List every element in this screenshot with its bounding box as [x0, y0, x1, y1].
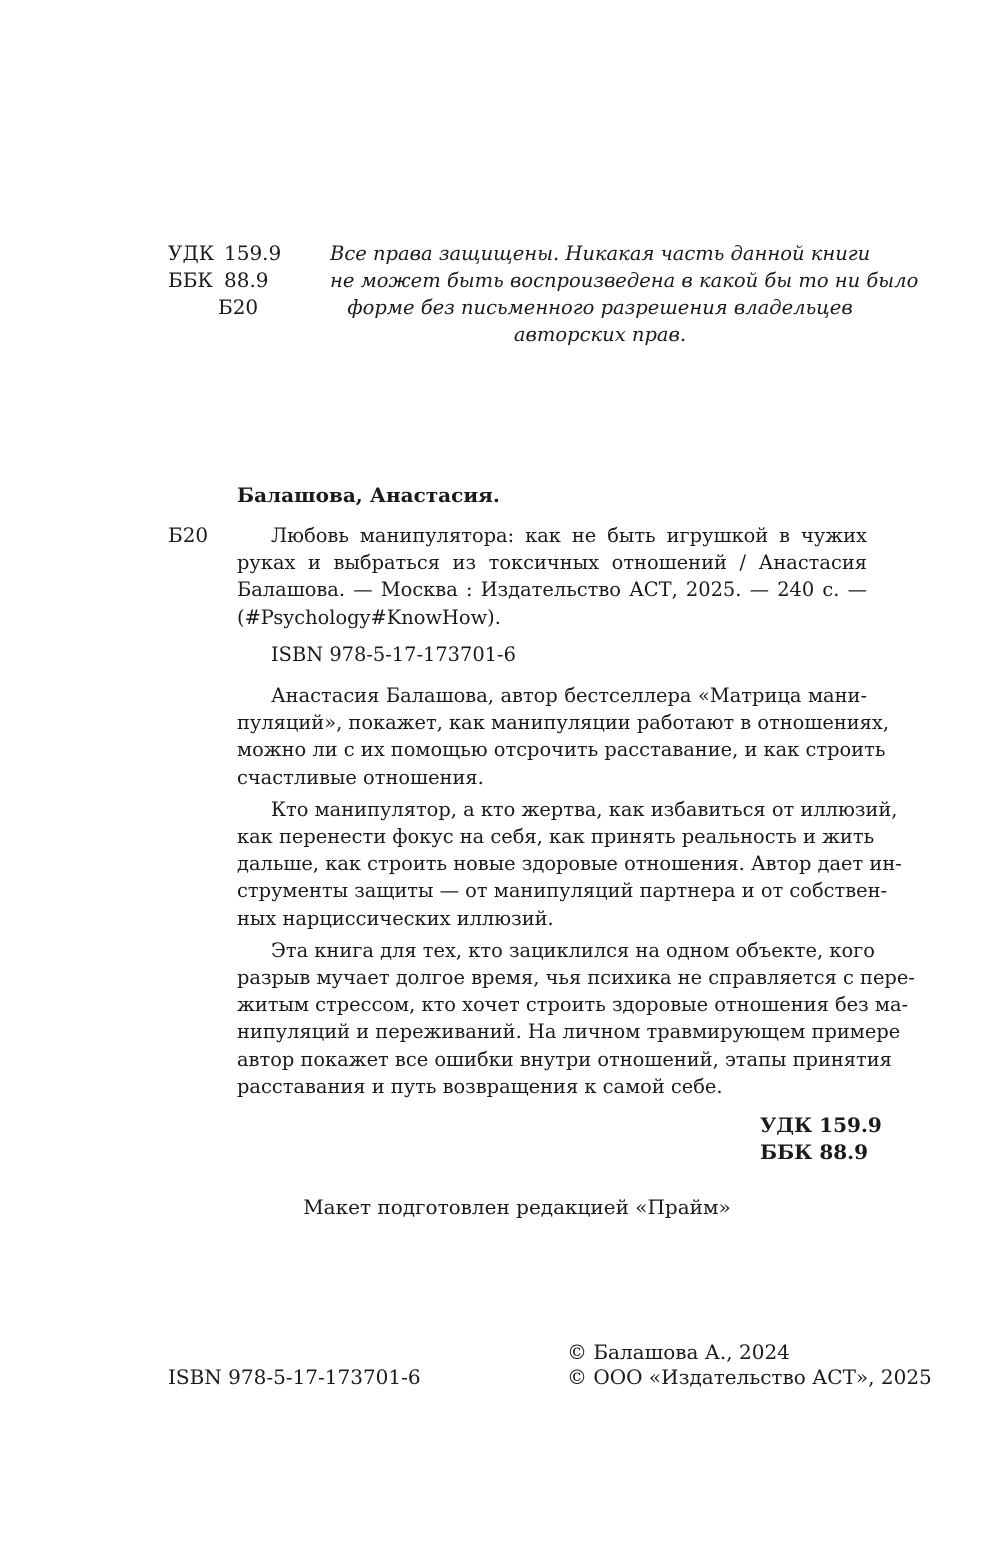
annotation-line: житым стрессом, кто хочет строить здоровые отношения без ма-: [237, 993, 909, 1017]
annotation-line: пуляций», покажет, как манипуляции работают в отношениях,: [237, 711, 890, 735]
annotation-line: Анастасия Балашова, автор бестселлера «Матрица мани-: [271, 684, 867, 708]
rights-line: авторских прав.: [513, 323, 687, 346]
rights-line: форме без письменного разрешения владельцев: [347, 296, 853, 319]
isbn-line: ISBN 978-5-17-173701-6: [271, 642, 516, 666]
author-heading: Балашова, Анастасия.: [237, 483, 500, 507]
annotation-line: ных нарциссических иллюзий.: [237, 906, 554, 930]
rights-notice: [330, 240, 919, 348]
classification-codes: [168, 240, 281, 321]
classification-codes-bottom: [760, 1112, 882, 1166]
bib-line: руках и выбраться из токсичных отношений / Анастасия: [237, 551, 867, 575]
author-mark-text: Б20: [218, 295, 259, 319]
bibliographic-record: [237, 522, 915, 1100]
udk-row: [168, 240, 281, 267]
copyright-author: © Балашова А., 2024: [567, 1340, 790, 1364]
bbk-value: 88.9: [224, 268, 269, 292]
rights-line: не может быть воспроизведена в какой бы то ни было: [330, 269, 919, 292]
copyright-notice: [567, 1340, 932, 1390]
side-author-mark: Б20: [168, 523, 209, 547]
annotation-line: Эта книга для тех, кто зациклился на одном объекте, кого: [271, 938, 875, 962]
rights-line: Все права защищены. Никакая часть данной книги: [330, 242, 871, 265]
isbn-bottom: ISBN 978-5-17-173701-6: [168, 1365, 421, 1389]
annotation-line: как перенести фокус на себя, как принять реальность и жить: [237, 825, 875, 849]
annotation-line: можно ли с их помощью отсрочить расставание, и как строить: [237, 738, 886, 762]
copyright-publisher: © ООО «Издательство АСТ», 2025: [567, 1365, 932, 1389]
annotation-line: расставания и путь возвращения к самой себе.: [237, 1074, 723, 1098]
udk-label: УДК: [168, 241, 215, 265]
annotation-line: Кто манипулятор, а кто жертва, как избавиться от иллюзий,: [271, 797, 898, 821]
annotation-line: струменты защиты — от манипуляций партнера и от собствен-: [237, 879, 888, 903]
annotation-line: нипуляций и переживаний. На личном травмирующем примере: [237, 1020, 901, 1044]
annotation-line: разрыв мучает долгое время, чья психика не справляется с пере-: [237, 966, 915, 990]
bbk-label: ББК: [168, 268, 213, 292]
annotation-line: дальше, как строить новые здоровые отношения. Автор дает ин-: [237, 852, 902, 876]
bib-line: Балашова. — Москва : Издательство АСТ, 2025. — 240 с. —: [237, 578, 867, 602]
udk-value: 159.9: [224, 241, 282, 265]
bib-line: (#Psychology#KnowHow).: [237, 605, 501, 629]
udk-code: УДК 159.9: [760, 1113, 882, 1137]
author-mark: [168, 294, 281, 321]
bbk-code: ББК 88.9: [760, 1140, 869, 1164]
prepared-by: Макет подготовлен редакцией «Прайм»: [303, 1195, 731, 1219]
bbk-row: [168, 267, 281, 294]
annotation-line: автор покажет все ошибки внутри отношений, этапы принятия: [237, 1047, 892, 1071]
bib-line: Любовь манипулятора: как не быть игрушкой в чужих: [271, 524, 867, 547]
annotation-line: счастливые отношения.: [237, 765, 484, 789]
